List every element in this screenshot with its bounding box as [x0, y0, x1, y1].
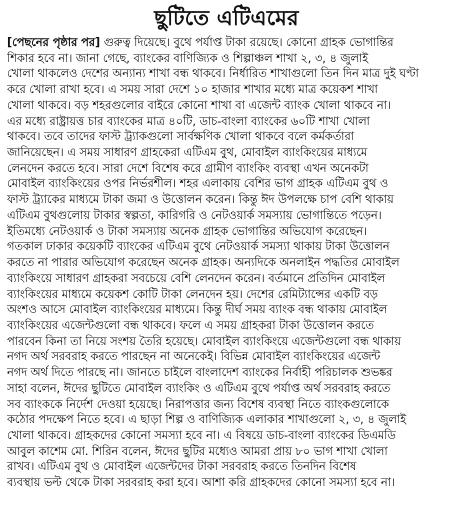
- continuation-kicker: [পেছনের পৃষ্ঠার পর]: [7, 36, 101, 49]
- article-line: লেনদেন করতে হবে। সারা দেশে বিশেষ করে গ্রামীণ ব্যাংকিং ব্যবস্থা এখন অনেকটা: [7, 161, 369, 175]
- article-line: শিকার হবে না। জানা গেছে, ব্যাংকের বাণিজ্যিক ও শিল্পাঞ্চল শাখা ২, ৩, ৪ জুলাই: [7, 51, 369, 65]
- article-line: ইতিমধ্যে নেটওয়ার্ক ও টাকা সমস্যায় অনেক গ্রাহক ভোগান্তির অভিযোগ করেছেন।: [7, 224, 368, 238]
- line-text: গুরুত্ব দিয়েছে। বুথে পর্যাপ্ত টাকা রয়েছে। কোনো গ্রাহক ভোগান্তির: [100, 36, 394, 49]
- article-line: খোলা থাকবে। গ্রাহকদের কোনো সমস্যা হবে না। এ বিষয়ে ডাচ-বাংলা ব্যাংকের ডিএমডি: [7, 428, 396, 442]
- article-line: ব্যাংকিংয়ে সাধারণ গ্রাহকরা সবচেয়ে বেশি লেনদেন করেন। বর্তমানে প্রতিদিন মোবাইল: [7, 271, 386, 285]
- article-body: [7, 35, 446, 491]
- article-line: খোলা থাকবে। বড় শহরগুলোর বাইরে কোনো শাখা বা এজেন্ট ব্যাংক খোলা থাকবে না।: [7, 98, 391, 112]
- article-line: ব্যাংকিংয়ের এজেন্টগুলো বন্ধ থাকবে। ফলে এ সময় গ্রাহকরা টাকা উত্তোলন করতে: [7, 318, 374, 332]
- headline: ছুটিতে এটিএমের: [154, 6, 299, 30]
- article-line: থাকবে। তবে তাদের ফাস্ট ট্র্যাকগুলো সার্বক্ষণিক খোলা থাকবে বলে কর্মকর্তারা: [7, 130, 354, 144]
- article-line: করে খোলা রাখা হবে। এ সময় সারা দেশে ১০ হাজার শাখার মধ্যে মাত্র কয়েকশ শাখা: [7, 83, 378, 97]
- article-line: গতকাল ঢাকার কয়েকটি ব্যাংকের এটিএম বুথে নেটওয়ার্ক সমস্যা থাকায় টাকা উত্তোলন: [7, 240, 390, 254]
- article-line: রাখব। এটিএম বুথ ও মোবাইল এজেন্টদের টাকা সরবরাহ করতে তিনদিন বিশেষ: [7, 460, 357, 474]
- article-line: সব ব্যাংককে নির্দেশ দেওয়া হয়েছে। নিরাপত্তার জন্য বিশেষ ব্যবস্থা নিতে ব্যাংকগুলোকে: [7, 397, 389, 411]
- article-line: এর মধ্যে রাষ্ট্রায়ত্ত চার ব্যাংকের মাত্র ৪০টি, ডাচ-বাংলা ব্যাংকের ৬০টি শাখা খোলা: [7, 114, 370, 128]
- article-line: ব্যবস্থায় ভল্ট থেকে টাকা সরবরাহ করা হবে। আশা করি গ্রাহকদের কোনো সমস্যা হবে না।: [7, 476, 395, 490]
- article-line: করতে না পারার অভিযোগ করেছেন অনেক গ্রাহক। অন্যদিকে অনলাইন পদ্ধতির মোবাইল: [7, 256, 400, 270]
- article-line: কঠোর পদক্ষেপ নিতে হবে। এ ছাড়া শিল্প ও বাণিজ্যিক এলাকার শাখাগুলো ২, ৩, ৪ জুলাই: [7, 413, 406, 427]
- article-line: এটিএম বুথগুলোয় টাকার স্বল্পতা, কারিগরি ও নেটওয়ার্ক সমস্যায় ভোগান্তিতে পড়েন।: [7, 208, 382, 222]
- article-line: জানিয়েছেন। এ সময় সাধারণ গ্রাহকেরা এটিএম বুথ, মোবাইল ব্যাংকিংয়ের মাধ্যমে: [7, 146, 368, 160]
- article-line: অংশও আসে মোবাইল ব্যাংকিংয়ের মাধ্যমে। কিন্তু দীর্ঘ সময় ব্যাংক বন্ধ থাকায় মোবাইল: [7, 303, 388, 317]
- article-line: নগদ অর্থ সরবরাহ করতে পারছেন না অনেকেই। বিভিন্ন মোবাইল ব্যাংকিংয়ের এজেন্ট: [7, 350, 381, 364]
- article-line: ব্যাংকিংয়ের মাধ্যমে কয়েকশ কোটি টাকা লেনদেন হয়। দেশের রেমিট্যান্সের একটি বড়: [7, 287, 378, 301]
- article-line: ফাস্ট ট্র্যাকের মাধ্যমে টাকা জমা ও উত্তোলন করেন। কিন্তু ঈদ উপলক্ষে চাপ বেশি থাকায়: [7, 193, 394, 207]
- article-line: নগদ অর্থ দিতে পারছে না। জানতে চাইলে বাংলাদেশ ব্যাংকের নির্বাহী পরিচালক শুভঙ্কর: [7, 366, 393, 380]
- article-line: আবুল কাশেম মো. শিরিন বলেন, ঈদের ছুটির মধ্যেও আমরা প্রায় ৮০ ভাগ শাখা খোলা: [7, 444, 388, 458]
- article-line: [7, 35, 446, 51]
- article-line: সাহা বলেন, ঈদের ছুটিতে মোবাইল ব্যাংকিং ও এটিএম বুথে পর্যাপ্ত অর্থ সরবরাহ করতে: [7, 381, 391, 395]
- article-line: মোবাইল ব্যাংকিংয়ের ওপর নির্ভরশীল। শহর এলাকায় বেশির ভাগ গ্রাহক এটিএম বুথ ও: [7, 177, 389, 191]
- article-line: খোলা থাকলেও দেশের অন্যান্য শাখা বন্ধ থাকবে। নির্ধারিত শাখাগুলো তিন দিন মাত্র দুই ঘণ্টা: [7, 67, 419, 81]
- article-line: পারবেন কিনা তা নিয়ে সংশয় তৈরি হয়েছে। মোবাইল ব্যাংকিংয়ে এজেন্টগুলো বন্ধ থাকায়: [7, 334, 401, 348]
